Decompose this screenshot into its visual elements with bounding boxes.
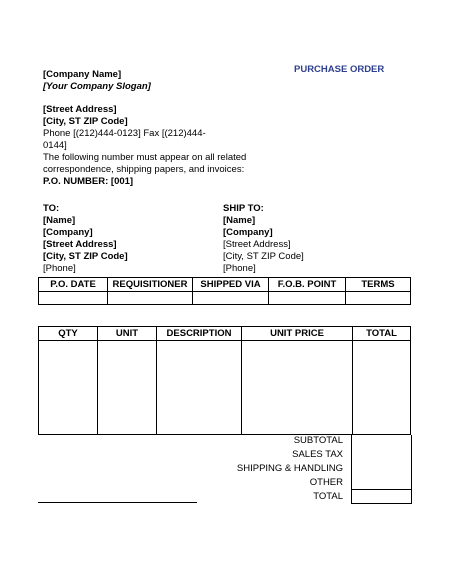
company-phone-fax: Phone [(212)444-0123] Fax [(212)444-: [43, 128, 206, 139]
ship-to-name: [Name]: [223, 215, 256, 226]
ship-to-phone: [Phone]: [223, 263, 256, 274]
company-street: [Street Address]: [43, 104, 117, 115]
company-address-block: [43, 104, 206, 152]
po-date-cell[interactable]: [39, 292, 108, 305]
to-block: [43, 203, 128, 275]
other-label: OTHER: [309, 477, 343, 488]
description-cell[interactable]: [157, 341, 242, 435]
fob-point-cell[interactable]: [269, 292, 346, 305]
unit-price-cell[interactable]: [242, 341, 353, 435]
requisitioner-cell[interactable]: [108, 292, 193, 305]
po-notice: [43, 152, 246, 188]
total-divider: [351, 489, 411, 490]
to-company: [Company]: [43, 227, 93, 238]
qty-cell[interactable]: [39, 341, 98, 435]
col-unit-price: UNIT PRICE: [242, 327, 353, 341]
notice-line-1: The following number must appear on all related: [43, 152, 247, 163]
company-slogan: [Your Company Slogan]: [43, 81, 151, 92]
ship-to-company: [Company]: [223, 227, 273, 238]
ship-to-label: SHIP TO:: [223, 203, 264, 214]
to-street: [Street Address]: [43, 239, 117, 250]
col-terms: TERMS: [346, 278, 411, 292]
shipping-handling-label: SHIPPING & HANDLING: [236, 463, 343, 474]
col-total: TOTAL: [353, 327, 411, 341]
col-description: DESCRIPTION: [157, 327, 242, 341]
sales-tax-label: SALES TAX: [292, 449, 343, 460]
ship-to-street: [Street Address]: [223, 239, 291, 250]
order-info-entry-row: [39, 292, 411, 305]
to-phone: [Phone]: [43, 263, 76, 274]
col-shipped-via: SHIPPED VIA: [193, 278, 269, 292]
to-city: [City, ST ZIP Code]: [43, 251, 128, 262]
unit-cell[interactable]: [98, 341, 157, 435]
company-name: [Company Name]: [43, 69, 122, 80]
col-po-date: P.O. DATE: [39, 278, 108, 292]
signature-line[interactable]: [38, 502, 197, 503]
company-city: [City, ST ZIP Code]: [43, 116, 128, 127]
terms-cell[interactable]: [346, 292, 411, 305]
items-table: [38, 326, 411, 435]
col-qty: QTY: [39, 327, 98, 341]
notice-line-2: correspondence, shipping papers, and invoices:: [43, 164, 245, 175]
document-title: PURCHASE ORDER: [294, 64, 385, 75]
ship-to-block: [223, 203, 304, 275]
company-block: [43, 69, 151, 93]
ship-to-city: [City, ST ZIP Code]: [223, 251, 304, 262]
total-cell[interactable]: [353, 341, 411, 435]
summary-total-column: [351, 435, 412, 504]
order-info-table: [38, 277, 411, 305]
shipped-via-cell[interactable]: [193, 292, 269, 305]
items-header-row: [39, 327, 411, 341]
subtotal-label: SUBTOTAL: [293, 435, 343, 446]
total-label: TOTAL: [313, 491, 343, 502]
items-body-row: [39, 341, 411, 435]
col-fob-point: F.O.B. POINT: [269, 278, 346, 292]
po-number: P.O. NUMBER: [001]: [43, 176, 134, 187]
company-phone-fax-cont: 0144]: [43, 140, 67, 151]
col-requisitioner: REQUISITIONER: [108, 278, 193, 292]
col-unit: UNIT: [98, 327, 157, 341]
order-info-header-row: [39, 278, 411, 292]
to-label: TO:: [43, 203, 60, 214]
to-name: [Name]: [43, 215, 76, 226]
